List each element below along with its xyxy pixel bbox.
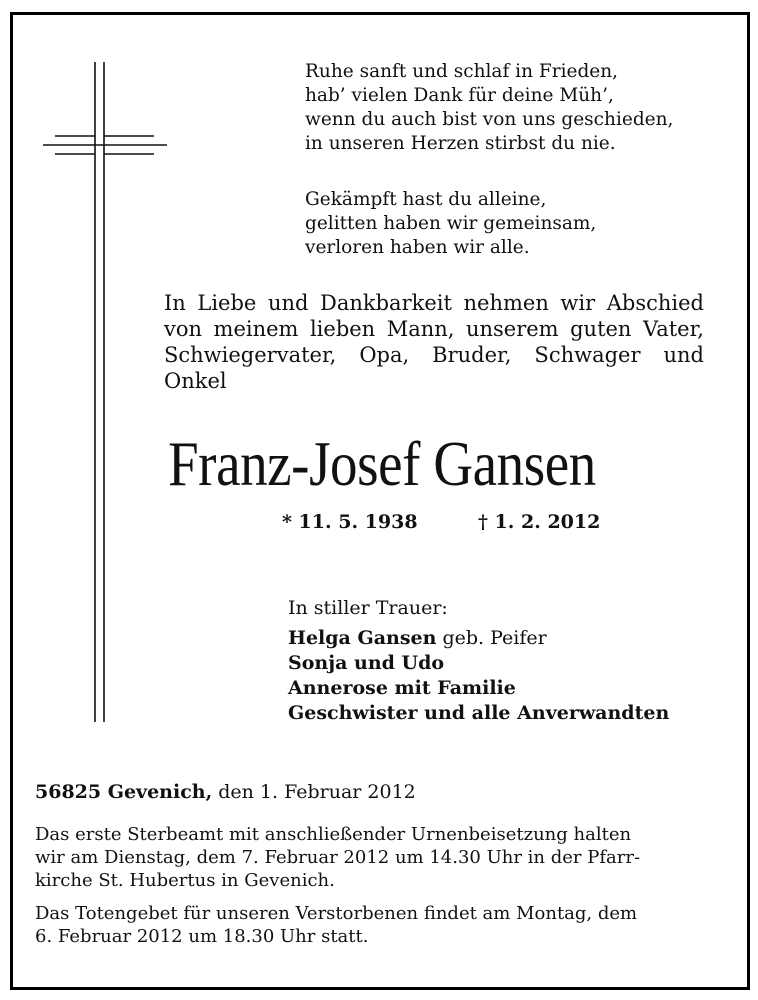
farewell-line: von meinem lieben Mann, unserem guten Vater, <box>164 317 704 341</box>
mourner-line: Sonja und Udo <box>288 652 445 674</box>
mourner-name: Helga Gansen <box>288 627 437 649</box>
poem-verse-2 <box>305 188 596 260</box>
farewell-line: In Liebe und Dankbarkeit nehmen wir Abschied <box>164 291 704 315</box>
mourner-line: Geschwister und alle Anverwandten <box>288 702 670 724</box>
poem-verse-1 <box>305 60 673 156</box>
poem-line: hab’ vielen Dank für deine Müh’, <box>305 85 614 106</box>
farewell-line: Onkel <box>164 369 227 393</box>
poem-line: wenn du auch bist von uns geschieden, <box>305 109 674 130</box>
service-line: Das erste Sterbeamt mit anschließender Urnenbeisetzung halten <box>35 824 632 845</box>
place-date-text: den 1. Februar 2012 <box>212 781 416 803</box>
death-date: † 1. 2. 2012 <box>478 511 601 533</box>
mourners-block <box>288 596 669 726</box>
place-date <box>35 781 416 803</box>
poem-line: Gekämpft hast du alleine, <box>305 189 547 210</box>
mourners-heading: In stiller Trauer: <box>288 597 448 619</box>
service-line: wir am Dienstag, dem 7. Februar 2012 um 14.30 Uhr in der Pfarr- <box>35 847 641 868</box>
mourner-line: Annerose mit Familie <box>288 677 516 699</box>
mourner-suffix: geb. Peifer <box>436 627 547 649</box>
prayer-line: 6. Februar 2012 um 18.30 Uhr statt. <box>35 926 369 947</box>
farewell-line: Schwiegervater, Opa, Bruder, Schwager und <box>164 343 704 367</box>
service-line: kirche St. Hubertus in Gevenich. <box>35 870 335 891</box>
service-paragraph <box>35 823 710 892</box>
deceased-name: Franz-Josef Gansen <box>168 428 596 499</box>
birth-date: * 11. 5. 1938 <box>282 511 418 533</box>
poem-line: Ruhe sanft und schlaf in Frieden, <box>305 61 619 82</box>
place-name: 56825 Gevenich, <box>35 781 213 803</box>
poem-line: verloren haben wir alle. <box>305 237 530 258</box>
poem-line: in unseren Herzen stirbst du nie. <box>305 133 616 154</box>
prayer-paragraph <box>35 902 710 948</box>
prayer-line: Das Totengebet für unseren Verstorbenen findet am Montag, dem <box>35 903 638 924</box>
farewell-text <box>164 290 704 394</box>
poem-line: gelitten haben wir gemeinsam, <box>305 213 597 234</box>
mourner-line <box>288 626 669 651</box>
